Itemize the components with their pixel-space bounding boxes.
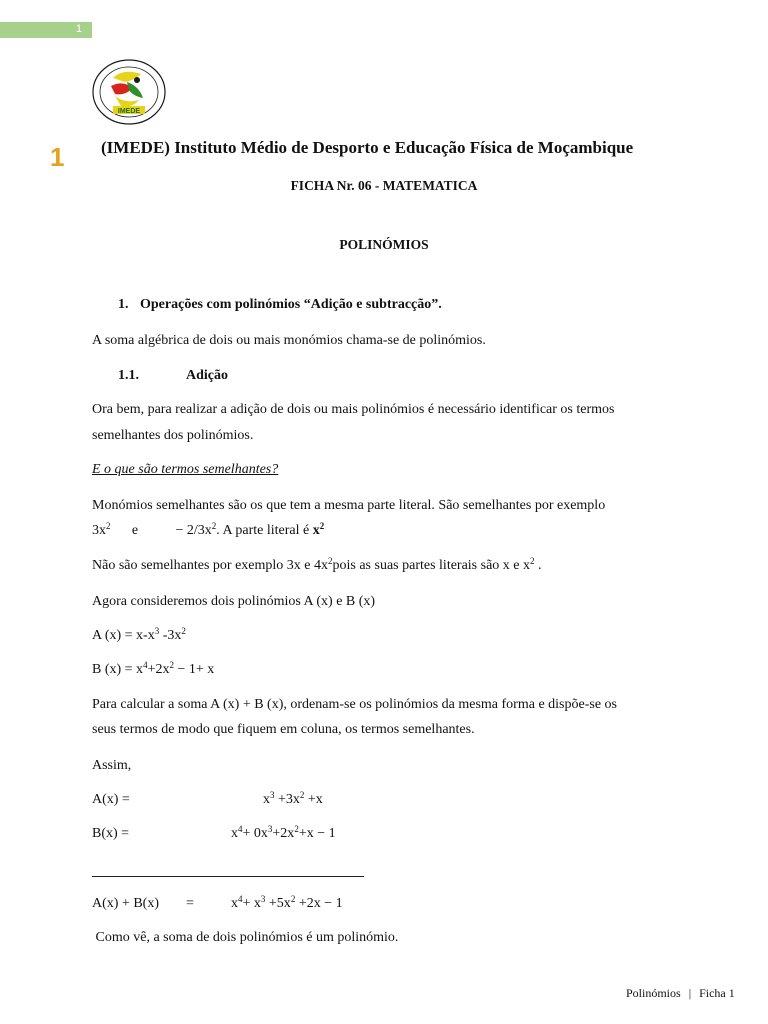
a-def-a: A (x) = x-x xyxy=(92,628,155,643)
section-1-1-number: 1.1. xyxy=(118,368,139,383)
row-sum-exp1: 4 xyxy=(238,894,243,904)
page-number-tab xyxy=(0,22,92,38)
section-1-1-title: Adição xyxy=(186,368,228,383)
consider-paragraph: Agora consideremos dois polinómios A (x) e B (x) xyxy=(92,594,376,609)
row-a-expression xyxy=(263,792,323,808)
row-a-exp1: 3 xyxy=(270,790,275,800)
footer-topic: Polinómios xyxy=(626,986,681,1000)
similar-paragraph-line1: Monómios semelhantes são os que tem a mesma parte literal. São semelhantes por exemplo xyxy=(92,498,606,513)
row-sum-d: +2x − 1 xyxy=(295,896,343,911)
row-b-d: +x − 1 xyxy=(298,826,336,841)
row-b-exp2: 3 xyxy=(267,824,273,834)
row-b-b: + 0x xyxy=(242,826,268,841)
row-sum-label: A(x) + B(x) xyxy=(92,896,159,911)
a-def-b: -3x xyxy=(159,628,182,643)
a-def-exp1: 3 xyxy=(154,626,160,636)
not-similar-b: pois as suas partes literais são x e x xyxy=(332,558,531,573)
section-1-1-heading xyxy=(118,368,228,384)
b-definition xyxy=(92,662,214,678)
a-def-exp2: 2 xyxy=(181,626,186,636)
ficha-title xyxy=(0,178,768,194)
example-e: e xyxy=(131,523,139,538)
section-1-number: 1. xyxy=(118,297,129,312)
ficha-title-text: FICHA Nr. 06 - MATEMATICA xyxy=(290,178,478,193)
topic-title: POLINÓMIOS xyxy=(339,237,429,252)
similar-examples xyxy=(92,523,324,539)
row-sum-expression xyxy=(231,896,343,912)
row-b-label: B(x) = xyxy=(92,826,130,841)
example-a: 3x xyxy=(92,523,106,538)
conclusion-text: Como vê, a soma de dois polinómios é um polinómio. xyxy=(92,930,399,945)
chapter-number: 1 xyxy=(50,142,65,172)
footer-ficha: Ficha 1 xyxy=(699,986,735,1000)
not-similar-paragraph xyxy=(92,558,542,574)
b-def-b: +2x xyxy=(147,662,170,677)
sum-paragraph-line1: Para calcular a soma A (x) + B (x), ordenam-se os polinómios da mesma forma e dispõe-se os xyxy=(92,697,617,712)
row-sum-exp3: 2 xyxy=(290,894,296,904)
sum-divider-line xyxy=(92,876,364,877)
b-def-c: − 1+ x xyxy=(173,662,215,677)
row-b-expression xyxy=(231,826,336,842)
row-a-exp2: 2 xyxy=(299,790,305,800)
not-similar-a: Não são semelhantes por exemplo 3x e 4x xyxy=(92,558,328,573)
not-similar-exp2: 2 xyxy=(530,556,535,566)
page-footer xyxy=(626,986,735,1001)
row-sum-c: +5x xyxy=(265,896,291,911)
section-1-heading xyxy=(118,297,442,313)
row-b-exp3: 2 xyxy=(294,824,299,834)
institute-title: (IMEDE) Instituto Médio de Desporto e Educação Física de Moçambique xyxy=(101,138,634,157)
sum-paragraph-line2: seus termos de modo que fiquem em coluna, os termos semelhantes. xyxy=(92,722,475,737)
row-a-b: +3x xyxy=(274,792,300,807)
question-heading: E o que são termos semelhantes? xyxy=(92,462,279,477)
row-b-c: +2x xyxy=(272,826,295,841)
addition-paragraph-line2: semelhantes dos polinómios. xyxy=(92,428,254,443)
row-sum-equals: = xyxy=(186,896,194,911)
literal-exp: 2 xyxy=(319,521,325,531)
example-tail: . A parte literal é xyxy=(216,523,313,538)
not-similar-c: . xyxy=(534,558,542,573)
row-b-a: x xyxy=(231,826,238,841)
row-a-a: x xyxy=(263,792,270,807)
imede-logo xyxy=(91,58,167,126)
row-a-c: +x xyxy=(304,792,323,807)
row-sum-exp2: 3 xyxy=(260,894,266,904)
footer-separator: | xyxy=(688,986,692,1000)
a-definition xyxy=(92,628,186,644)
example-b: − 2/3x xyxy=(175,523,212,538)
logo-text: IMEDE xyxy=(117,108,141,115)
row-b-exp1: 4 xyxy=(238,824,243,834)
b-def-a: B (x) = x xyxy=(92,662,144,677)
section-1-title: Operações com polinómios “Adição e subtracção”. xyxy=(140,297,442,312)
row-a-label: A(x) = xyxy=(92,792,130,807)
not-similar-exp1: 2 xyxy=(328,556,333,566)
addition-paragraph-line1: Ora bem, para realizar a adição de dois ou mais polinómios é necessário identificar os termos xyxy=(92,402,615,417)
b-def-exp1: 4 xyxy=(143,660,148,670)
literal-part: x xyxy=(312,523,320,538)
b-def-exp2: 2 xyxy=(169,660,174,670)
example-a-exp: 2 xyxy=(106,521,111,531)
row-sum-b: + x xyxy=(242,896,261,911)
assim-text: Assim, xyxy=(92,758,132,773)
page-number: 1 xyxy=(75,23,82,35)
row-sum-a: x xyxy=(231,896,238,911)
example-b-exp: 2 xyxy=(211,521,217,531)
intro-paragraph: A soma algébrica de dois ou mais monómios chama-se de polinómios. xyxy=(92,333,486,348)
